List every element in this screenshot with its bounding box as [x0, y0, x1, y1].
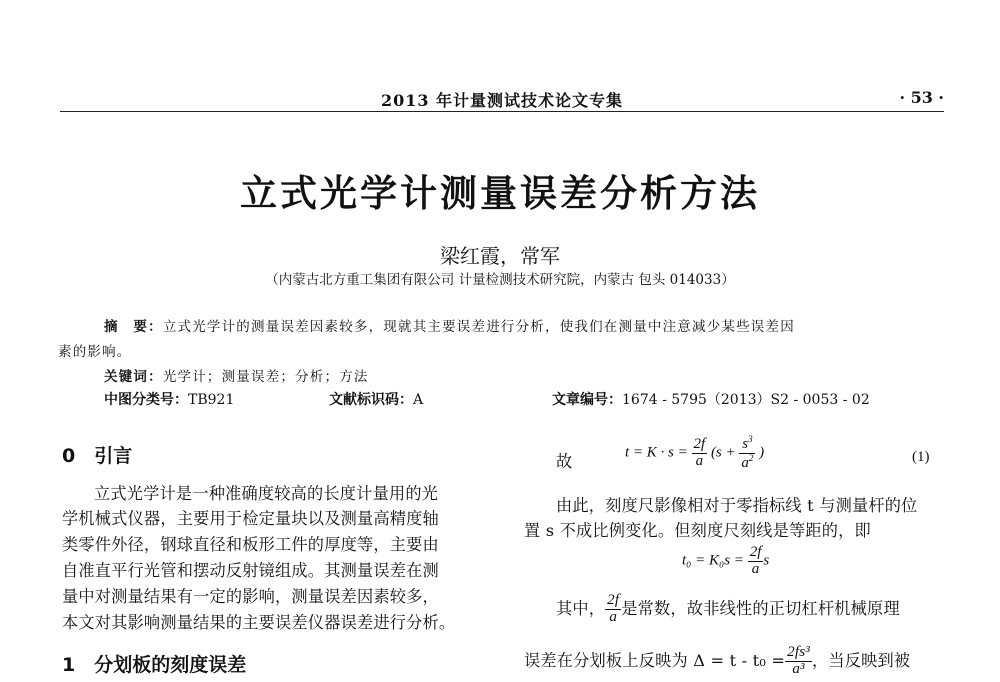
paper-affiliation: （内蒙古北方重工集团有限公司 计量检测技术研究院，内蒙古 包头 014033）	[265, 272, 735, 288]
eq1-prefix: 故	[556, 452, 573, 471]
eq1-a-exp: 2	[748, 452, 754, 463]
intro-line-6: 本文对其影响测量结果的主要误差仪器误差进行分析。	[62, 613, 456, 632]
document-code	[329, 389, 423, 409]
clc-label: 中图分类号：	[104, 392, 188, 408]
right-para-line-2: 置 s 不成比例变化。但刻度尺刻线是等距的，即	[524, 521, 871, 540]
eq2-frac-den: a	[751, 560, 760, 577]
keywords-label: 关键词：	[104, 369, 163, 385]
p2-frac-den: a	[609, 608, 618, 625]
article-number	[552, 389, 870, 409]
eq1-fraction	[692, 437, 708, 470]
eq2-fraction	[748, 545, 764, 578]
paper-title: 立式光学计测量误差分析方法	[240, 172, 760, 215]
doc-code-label: 文献标识码：	[329, 392, 413, 408]
eq1-paren-close: )	[759, 444, 765, 461]
p3-frac-num: 2fs³	[787, 644, 810, 660]
article-number-label: 文章编号：	[552, 392, 622, 408]
keywords-line	[104, 365, 369, 385]
intro-line-2: 学机械式仪器，主要用于检定量块以及测量高精度轴	[62, 509, 439, 528]
section-1-heading: 1 分划板的刻度误差	[62, 654, 247, 676]
eq1-paren-open: (s +	[710, 444, 736, 461]
abstract-text-1: 立式光学计的测量误差因素较多，现就其主要误差进行分析，使我们在测量中注意减少某些误差因	[162, 319, 795, 335]
intro-line-4: 自准直平行光管和摆动反射镜组成。其测量误差在测	[62, 561, 439, 580]
right-para-line-1: 由此，刻度尺影像相对于零指标线 t 与测量杆的位	[556, 496, 918, 515]
running-header-title: 2013 年计量测试技术论文专集	[380, 91, 624, 110]
section-0-heading: 0 引言	[62, 445, 133, 467]
keywords-text: 光学计；测量误差；分析；方法	[162, 369, 369, 385]
equation-2	[682, 545, 769, 578]
p3-prefix: 误差在分划板上反映为 Δ = t - t₀ =	[524, 650, 786, 670]
eq2-lhs: t₀ = K₀s =	[682, 552, 744, 569]
header-rule	[60, 111, 944, 112]
eq1-frac-num: 2f	[693, 436, 706, 452]
p2-prefix: 其中，	[556, 598, 606, 618]
page-number: · 53 ·	[899, 88, 944, 107]
clc-value: TB921	[188, 392, 235, 408]
eq1-frac-den: a	[695, 452, 704, 469]
intro-line-5: 量中对测量结果有一定的影响，测量误差因素较多，	[62, 587, 439, 606]
eq1-s-exp: 3	[748, 434, 753, 444]
abstract-line-1	[104, 315, 795, 335]
article-number-value: 1674 - 5795（2013）S2 - 0053 - 02	[622, 392, 870, 408]
clc-number	[104, 389, 234, 409]
doc-code-value: A	[413, 392, 424, 408]
eq2-frac-num: 2f	[749, 544, 762, 560]
intro-line-1: 立式光学计是一种准确度较高的长度计量用的光	[94, 484, 439, 503]
p2-fraction	[605, 593, 621, 626]
paper-authors: 梁红霞，常军	[440, 244, 560, 268]
p2-text: 是常数，故非线性的正切杠杆机械原理	[621, 598, 900, 618]
p3-fraction	[785, 645, 812, 678]
eq1-number: (1)	[912, 449, 930, 465]
p2-frac-num: 2f	[607, 592, 620, 608]
intro-line-3: 类零件外径，钢球直径和板形工件的厚度等，主要由	[62, 535, 439, 554]
eq1-s: s	[742, 436, 749, 452]
right-para-line-4	[524, 645, 910, 678]
right-para-line-3	[556, 593, 900, 626]
eq2-tail: s	[763, 552, 770, 569]
p3-frac-den: a³	[792, 660, 805, 677]
equation-1	[625, 435, 764, 472]
p3-tail: ，当反映到被	[811, 650, 911, 670]
eq1-inner-fraction	[739, 435, 755, 472]
eq1-lhs: t = K · s =	[625, 444, 688, 461]
abstract-label: 摘 要：	[104, 319, 163, 335]
abstract-line-2: 素的影响。	[58, 344, 132, 360]
eq1-a: a	[741, 454, 749, 471]
